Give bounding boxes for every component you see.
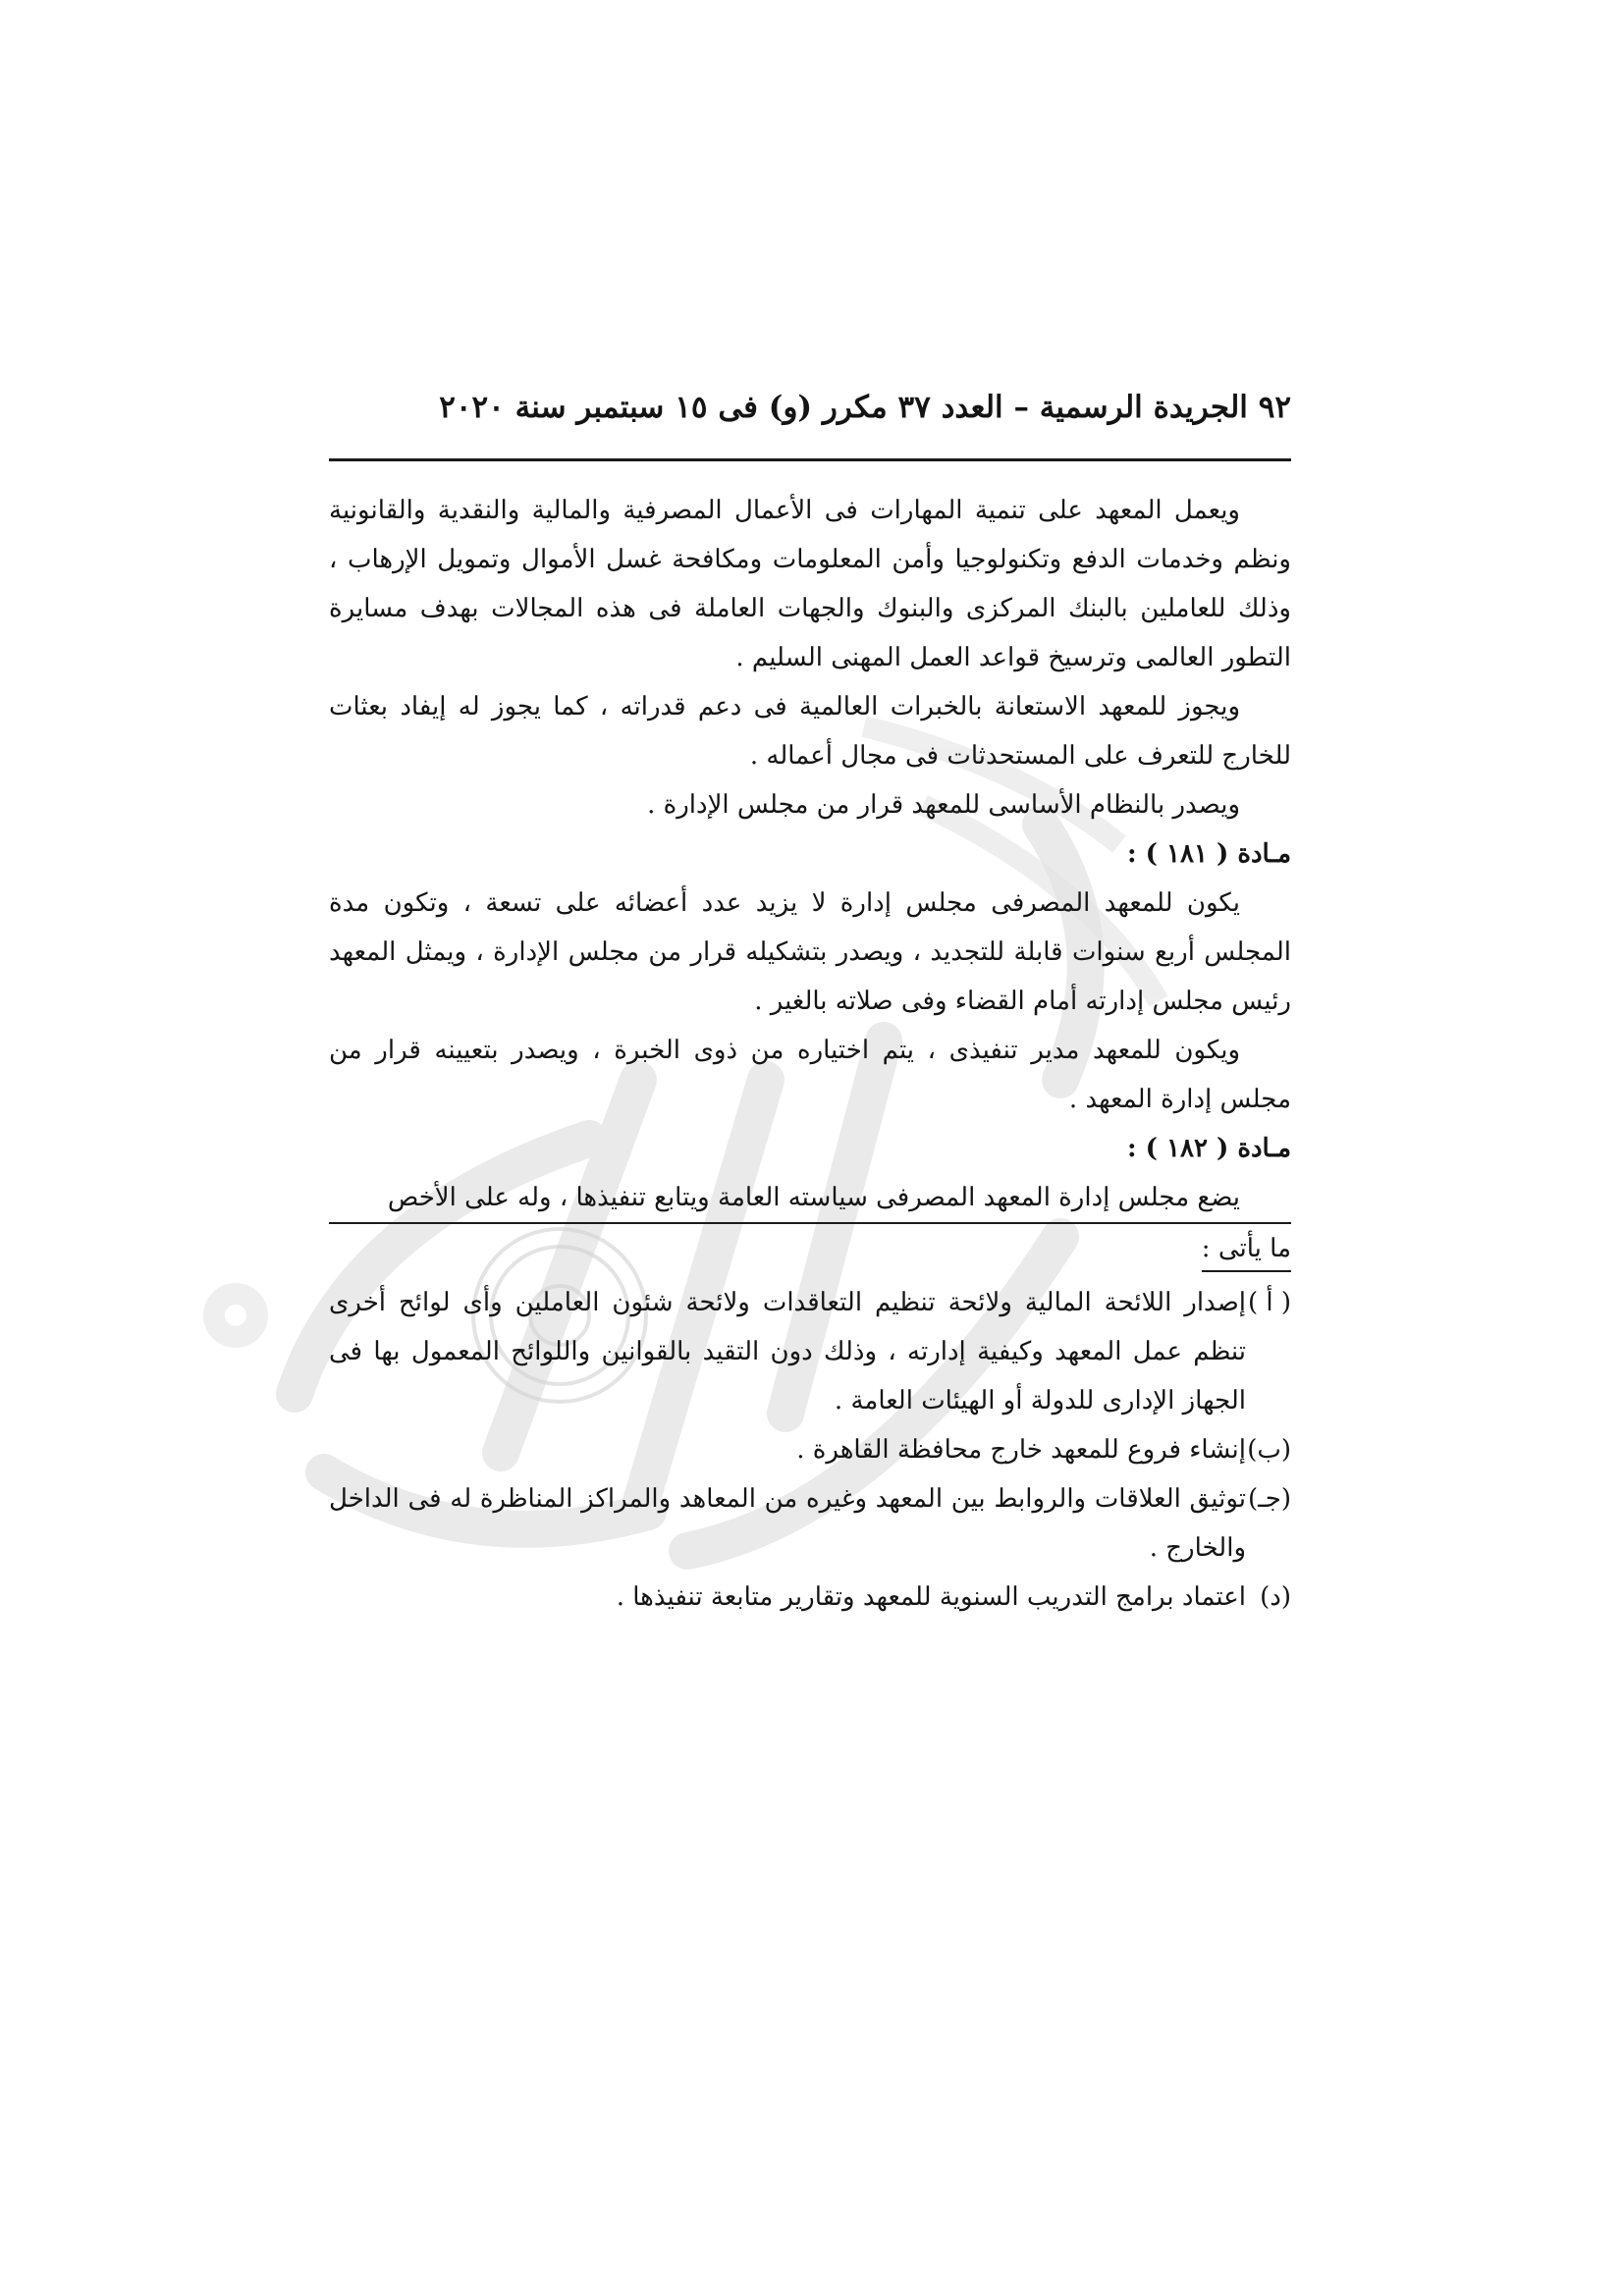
- article-181-heading: مـادة ( ١٨١ ) :: [1127, 839, 1291, 869]
- paragraph: يكون للمعهد المصرفى مجلس إدارة لا يزيد عدد أعضائه على تسعة ، وتكون مدة المجلس أربع سنوات قابلة للتجديد ، ويصدر بتشكيله قرار من مجلس الإدارة ، ويمثل المعهد رئيس مجلس إدارته أمام القضاء وفى صلاته بالغير .: [329, 888, 1291, 1016]
- paragraph: ويعمل المعهد على تنمية المهارات فى الأعمال المصرفية والمالية والنقدية والقانونية ونظم وخدمات الدفع وتكنولوجيا وأمن المعلومات ومكافحة غسل الأموال وتمويل الإرهاب ، وذلك للعاملين بالبنك المركزى والبنوك والجهات العاملة فى هذه المجالات بهدف مسايرة التطور العالمى وترسيخ قواعد العمل المهنى السليم .: [329, 496, 1291, 672]
- paragraph: ويكون للمعهد مدير تنفيذى ، يتم اختياره من ذوى الخبرة ، ويصدر بتعيينه قرار من مجلس إدارة المعهد .: [329, 1036, 1291, 1114]
- document-body: [329, 486, 1291, 1622]
- list-item-label: ( أ ): [1247, 1288, 1291, 1317]
- gazette-header-title: ٩٢ الجريدة الرسمية – العدد ٣٧ مكرر (و) فى ١٥ سبتمبر سنة ٢٠٢٠: [439, 390, 1291, 425]
- article-182-heading: مـادة ( ١٨٢ ) :: [1127, 1134, 1291, 1163]
- list-item: [329, 1425, 1291, 1474]
- list-item-text: توثيق العلاقات والروابط بين المعهد وغيره من المعاهد والمراكز المناظرة له فى الداخل والخارج .: [329, 1484, 1246, 1563]
- list-item-label: (ب): [1247, 1435, 1291, 1465]
- list-item-label: (د): [1260, 1582, 1291, 1612]
- paragraph: ويصدر بالنظام الأساسى للمعهد قرار من مجلس الإدارة .: [647, 790, 1240, 820]
- list-item-text: إنشاء فروع للمعهد خارج محافظة القاهرة .: [796, 1435, 1246, 1465]
- list-item: [329, 1278, 1291, 1425]
- page-header: [329, 388, 1291, 461]
- article-182-intro-line-2: ما يأتى :: [1202, 1227, 1291, 1272]
- list-item: [329, 1573, 1291, 1622]
- article-182-intro-line-1: يضع مجلس إدارة المعهد المصرفى سياسته العامة ويتابع تنفيذها ، وله على الأخص: [329, 1173, 1291, 1224]
- list-item-text: إصدار اللائحة المالية ولائحة تنظيم التعاقدات ولائحة شئون العاملين وأى لوائح أخرى تنظم عمل المعهد وكيفية إدارته ، وذلك دون التقيد بالقوانين واللوائح المعمول بها فى الجهاز الإدارى للدولة أو الهيئات العامة .: [329, 1288, 1246, 1415]
- article-182-intro-line-2-wrapper: [329, 1224, 1291, 1278]
- paragraph: ويجوز للمعهد الاستعانة بالخبرات العالمية فى دعم قدراته ، كما يجوز له إيفاد بعثات للخارج للتعرف على المستحدثات فى مجال أعماله .: [329, 692, 1291, 771]
- list-item-label: (جـ): [1248, 1484, 1291, 1514]
- list-item-text: اعتماد برامج التدريب السنوية للمعهد وتقارير متابعة تنفيذها .: [616, 1582, 1246, 1612]
- list-item: [329, 1474, 1291, 1573]
